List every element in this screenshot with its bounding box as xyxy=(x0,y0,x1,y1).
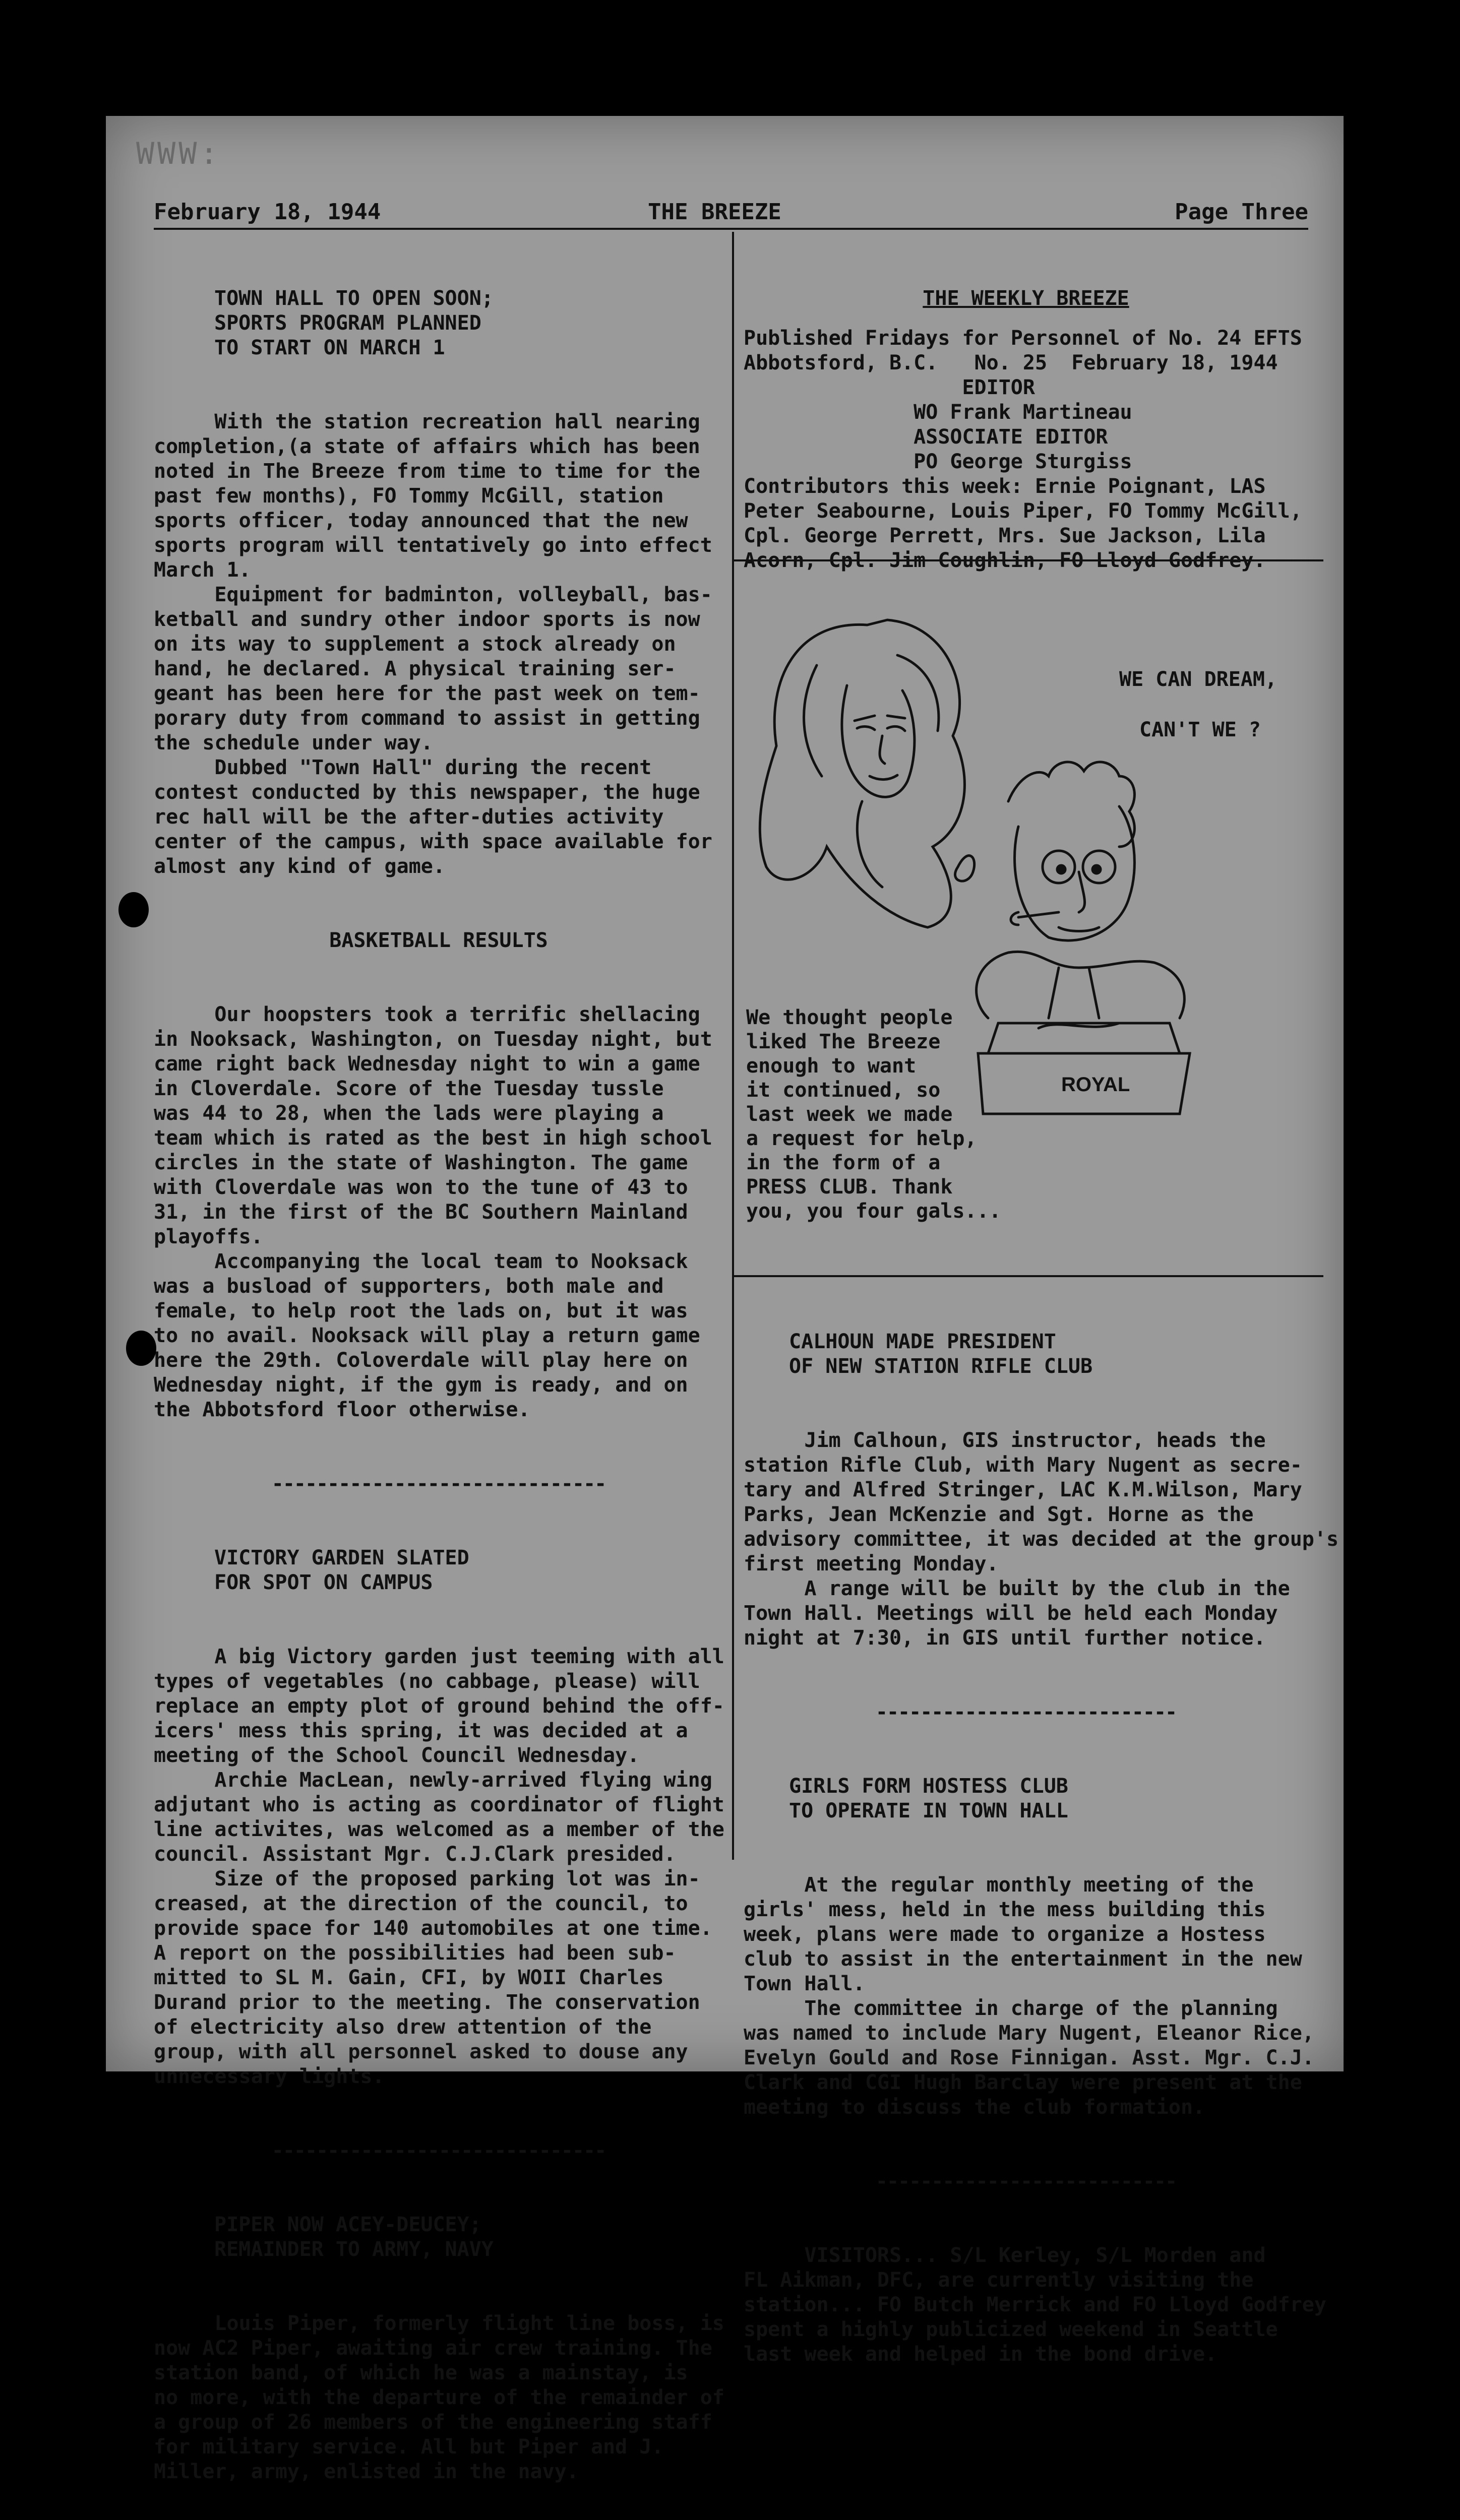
header-title: THE BREEZE xyxy=(648,199,781,225)
article-body-basketball: Our hoopsters took a terrific shellacing in Nooksack, Washington, on Tuesday night, but came right back Wednesday night to win a game in Cloverdale. Score of the Tuesday tussle was 44 to 28, when the lads were playing a team which is rated as the best in high school circles in the state of Washington. The game with Cloverdale was won to the tune of 43 to 31, in the first of the BC Southern Mainland playoffs. Accompanying the local team to Nooksack was a busload of supporters, both male and female, to help root the lads on, but it was to no avail. Nooksack will play a return game here the 29th. Coloverdale will play here on Wednesday night, if the gym is ready, and on the Abbotsford floor otherwise. xyxy=(154,1003,712,1421)
header-date: February 18, 1944 xyxy=(154,199,381,225)
masthead-title: THE WEEKLY BREEZE xyxy=(923,287,1129,310)
header-rule xyxy=(154,228,1308,230)
separator-dashes: ------------------------------ xyxy=(271,1472,606,1495)
section-rule xyxy=(734,1275,1323,1277)
pencil-mark: WWW: xyxy=(136,136,221,171)
separator-dashes: --------------------------- xyxy=(875,2170,1177,2193)
punch-hole xyxy=(118,892,149,927)
article-headline-town-hall: TOWN HALL TO OPEN SOON; SPORTS PROGRAM PLANNED TO START ON MARCH 1 xyxy=(214,287,494,359)
article-headline-piper: PIPER NOW ACEY-DEUCEY; REMAINDER TO ARMY, NAVY xyxy=(214,2213,494,2261)
article-body-visitors: VISITORS... S/L Kerley, S/L Morden and FL Aikman, DFC, are currently visiting the station... FO Butch Merrick and FO Lloyd Godfrey spent a highly publicized weekend in Seattle last week and helped in the bond drive. xyxy=(744,2244,1326,2366)
article-body-piper: Louis Piper, formerly flight line boss, is now AC2 Piper, awaiting air crew training. The station band, of which he was a mainstay, is no more, with the departure of the remainder of a group of 26 members of the engineering staff for military service. All but Piper and J. Miller, army, enlisted in the navy. xyxy=(154,2312,724,2483)
separator-dashes: ------------------------------ xyxy=(271,2139,606,2162)
separator-dashes: --------------------------- xyxy=(875,1700,1177,1724)
cartoon-side-caption: We thought people liked The Breeze enough to want it continued, so last week we made a request for help, in the form of a PRESS CLUB. Thank you, you four gals... xyxy=(746,1006,1001,1223)
article-headline-victory-garden: VICTORY GARDEN SLATED FOR SPOT ON CAMPUS xyxy=(214,1546,469,1594)
article-body-town-hall: With the station recreation hall nearing completion,(a state of affairs which has been noted in The Breeze from time to time for the past few months), FO Tommy McGill, station sports officer, today announced that the new sports program will tentatively go into effect March 1. Equipment for badminton, volleyball, bas- ketball and sundry other indoor sports is now on its way to supplement a stock already on hand, he declared. A physical training ser- geant has been here for the past week on tem- porary duty from command to assist in getting the schedule under way. Dubbed "Town Hall" during the recent contest conducted by this newspaper, the huge rec hall will be the after-duties activity center of the campus, with space available for almost any kind of game. xyxy=(154,410,712,878)
punch-hole xyxy=(126,1331,156,1366)
header-page-number: Page Three xyxy=(1175,199,1308,225)
column-divider xyxy=(732,232,734,1860)
article-body-hostess-club: At the regular monthly meeting of the girls' mess, held in the mess building this week, plans were made to organize a Hostess club to assist in the entertainment in the new Town Hall. The committee in charge of the planning was named to include Mary Nugent, Eleanor Rice, Evelyn Gould and Rose Finnigan. Asst. Mgr. C.J. Clark and CGI Hugh Barclay were present at the meeting to discuss the club formation. xyxy=(744,1873,1314,2119)
article-body-victory-garden: A big Victory garden just teeming with all types of vegetables (no cabbage, please) will replace an empty plot of ground behind the off- icers' mess this spring, it was decided at a meeting of the School Council Wednesday. Archie MacLean, newly-arrived flying wing adjutant who is acting as coordinator of flight line activites, was welcomed as a member of the council. Assistant Mgr. C.J.Clark presided. Size of the proposed parking lot was in- creased, at the direction of the council, to provide space for 140 automobiles at one time. A report on the possibilities had been sub- mitted to SL M. Gain, CFI, by WOII Charles Durand prior to the meeting. The conservation of electricity also drew attention of the group, with all personnel asked to douse any unnecessary lights. xyxy=(154,1645,724,2088)
masthead: THE WEEKLY BREEZE Published Fridays for Personnel of No. 24 EFTS Abbotsford, B.C. No. 25 February 18, 1944 EDITOR WO Frank Martineau ASSOCIATE EDITOR PO George Sturgiss Contributors this week: Ernie Poignant, LAS Peter Seabourne, Louis Piper, FO Tommy McGill, Cpl. George Perrett, Mrs. Sue Jackson, Lila Acorn, Cpl. Jim Coughlin, FO Lloyd Godfrey. xyxy=(744,237,1308,598)
cartoon-caption-line1: WE CAN DREAM, xyxy=(1119,668,1278,691)
page-header xyxy=(154,199,1308,229)
right-column-articles xyxy=(744,1280,1339,2416)
typewriter-label: ROYAL xyxy=(1061,1074,1130,1096)
newspaper-page xyxy=(106,116,1344,2483)
left-column xyxy=(154,237,723,2520)
article-headline-hostess-club: GIRLS FORM HOSTESS CLUB TO OPERATE IN TOWN HALL xyxy=(789,1775,1068,1822)
article-body-rifle-club: Jim Calhoun, GIS instructor, heads the station Rifle Club, with Mary Nugent as secre- tary and Alfred Stringer, LAC K.M.Wilson, Mary Parks, Jean McKenzie and Sgt. Horne as the advisory committee, it was decided at the group's first meeting Monday. A range will be built by the club in the Town Hall. Meetings will be held each Monday night at 7:30, in GIS until further notice. xyxy=(744,1429,1339,1650)
cartoon-illustration xyxy=(736,564,1326,1275)
article-headline-basketball: BASKETBALL RESULTS xyxy=(329,929,548,952)
cartoon-caption-line2: CAN'T WE ? xyxy=(1139,718,1261,741)
article-headline-rifle-club: CALHOUN MADE PRESIDENT OF NEW STATION RIFLE CLUB xyxy=(789,1330,1093,1378)
section-rule xyxy=(734,559,1323,561)
